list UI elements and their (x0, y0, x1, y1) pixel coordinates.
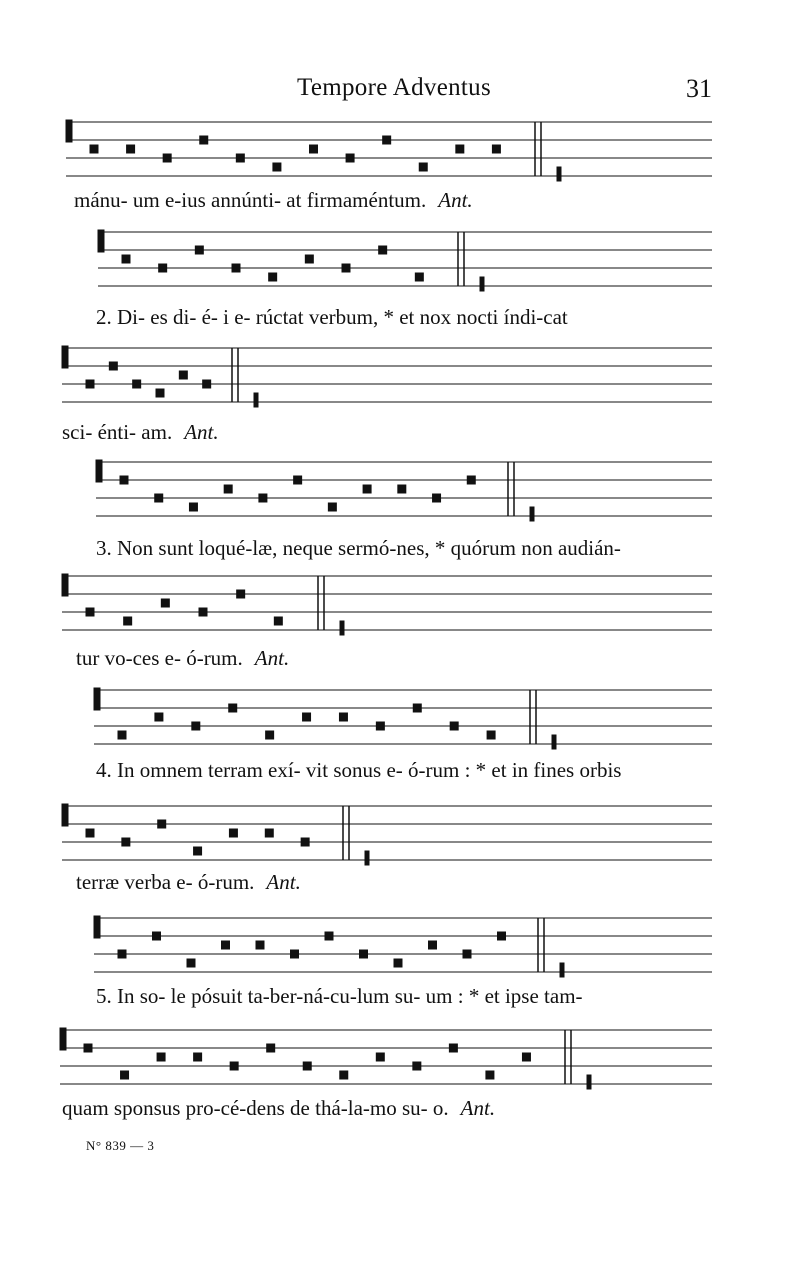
footer-code: N° 839 — 3 (86, 1138, 155, 1153)
neume-icon (486, 1071, 494, 1079)
clef-icon (62, 346, 68, 368)
neume-icon (133, 380, 141, 388)
neume-icon (449, 1044, 457, 1052)
neume-icon (274, 617, 282, 625)
lyric-text: 3. Non sunt loqué-læ, neque sermó-nes, * quórum non audián- (96, 536, 621, 560)
neume-icon (339, 713, 347, 721)
lyric-text: mánu- um e-ius annúnti- at firmaméntum. (74, 188, 427, 212)
neume-icon (360, 950, 368, 958)
neume-icon (189, 503, 197, 511)
neume-icon (179, 371, 187, 379)
lyric-line-2 (96, 305, 568, 330)
page-number: 31 (686, 74, 712, 103)
antiphon-marker: Ant. (266, 870, 301, 894)
lyric-line-5 (76, 646, 289, 671)
neume-icon (259, 494, 267, 502)
neume-icon (155, 713, 163, 721)
neume-icon (498, 932, 506, 940)
neume-icon (90, 145, 98, 153)
neume-icon (159, 264, 167, 272)
neume-icon (232, 264, 240, 272)
neume-icon (291, 950, 299, 958)
antiphon-marker: Ant. (460, 1096, 496, 1120)
lyric-text: quam sponsus pro-cé-dens de thá-la-mo su- o. (62, 1096, 449, 1120)
neume-icon (194, 1053, 202, 1061)
neume-icon (195, 246, 203, 254)
neume-icon (467, 476, 475, 484)
neume-icon (124, 617, 132, 625)
clef-icon (62, 804, 68, 826)
neume-icon (303, 1062, 311, 1070)
antiphon-marker: Ant. (254, 646, 290, 670)
neume-icon (155, 494, 163, 502)
neume-icon (429, 941, 437, 949)
clef-icon (60, 1028, 66, 1050)
neume-icon (433, 494, 441, 502)
neume-icon (305, 255, 313, 263)
custos-icon (557, 167, 561, 181)
neume-icon (273, 163, 281, 171)
lyric-line-1 (74, 188, 473, 213)
neume-icon (230, 1062, 238, 1070)
custos-icon (530, 507, 534, 521)
neume-icon (187, 959, 195, 967)
neume-icon (340, 1071, 348, 1079)
neume-icon (157, 1053, 165, 1061)
neume-icon (84, 1044, 92, 1052)
neume-icon (199, 608, 207, 616)
neume-icon (121, 1071, 129, 1079)
neume-icon (413, 704, 421, 712)
neume-icon (303, 713, 311, 721)
neume-icon (118, 731, 126, 739)
custos-icon (552, 735, 556, 749)
neume-icon (269, 273, 277, 281)
neume-icon (522, 1053, 530, 1061)
lyric-line-7 (76, 870, 301, 895)
neume-icon (419, 163, 427, 171)
neume-icon (161, 599, 169, 607)
neume-icon (86, 380, 94, 388)
neume-icon (376, 722, 384, 730)
lyric-line-4 (96, 536, 621, 561)
neume-icon (120, 476, 128, 484)
neume-icon (237, 590, 245, 598)
clef-icon (66, 120, 72, 142)
neume-icon (487, 731, 495, 739)
neume-icon (301, 838, 309, 846)
lyric-text: sci- énti- am. (62, 420, 173, 444)
clef-icon (94, 916, 100, 938)
custos-icon (587, 1075, 591, 1089)
lyric-line-8 (96, 984, 583, 1009)
lyric-text: 5. In so- le pósuit ta-ber-ná-cu-lum su- um : * et ipse tam- (96, 984, 583, 1008)
custos-icon (560, 963, 564, 977)
neume-icon (413, 1062, 421, 1070)
neume-icon (122, 838, 130, 846)
custos-icon (365, 851, 369, 865)
neume-icon (158, 820, 166, 828)
neume-icon (229, 704, 237, 712)
neume-icon (200, 136, 208, 144)
clef-icon (62, 574, 68, 596)
antiphon-marker: Ant. (438, 188, 473, 212)
neume-icon (222, 941, 230, 949)
custos-icon (480, 277, 484, 291)
neume-icon (127, 145, 135, 153)
neume-icon (383, 136, 391, 144)
neume-icon (163, 154, 171, 162)
neume-icon (456, 145, 464, 153)
neume-icon (192, 722, 200, 730)
neume-icon (203, 380, 211, 388)
custos-icon (254, 393, 258, 407)
lyric-line-3 (62, 420, 219, 445)
neume-icon (267, 1044, 275, 1052)
neume-icon (463, 950, 471, 958)
clef-icon (96, 460, 102, 482)
neume-icon (342, 264, 350, 272)
neume-icon (265, 829, 273, 837)
neume-icon (363, 485, 371, 493)
neume-icon (325, 932, 333, 940)
neume-icon (153, 932, 161, 940)
neume-icon (294, 476, 302, 484)
neume-icon (194, 847, 202, 855)
neume-icon (86, 608, 94, 616)
lyric-line-9 (62, 1096, 495, 1121)
clef-icon (98, 230, 104, 252)
neume-icon (86, 829, 94, 837)
custos-icon (340, 621, 344, 635)
antiphon-marker: Ant. (184, 420, 219, 444)
neume-icon (310, 145, 318, 153)
neume-icon (256, 941, 264, 949)
neume-icon (415, 273, 423, 281)
page-title: Tempore Adventus (297, 74, 491, 101)
lyric-text: tur vo-ces e- ó-rum. (76, 646, 243, 670)
lyric-text: 2. Di- es di- é- i e- rúctat verbum, * et nox nocti índi-cat (96, 305, 568, 329)
lyric-line-6 (96, 758, 621, 783)
neume-icon (450, 722, 458, 730)
neume-icon (346, 154, 354, 162)
neume-icon (109, 362, 117, 370)
neume-icon (224, 485, 232, 493)
neume-icon (492, 145, 500, 153)
neume-icon (394, 959, 402, 967)
neume-icon (122, 255, 130, 263)
clef-icon (94, 688, 100, 710)
neume-icon (376, 1053, 384, 1061)
neume-icon (236, 154, 244, 162)
neume-icon (328, 503, 336, 511)
lyric-text: terræ verba e- ó-rum. (76, 870, 255, 894)
neume-icon (266, 731, 274, 739)
lyric-text: 4. In omnem terram exí- vit sonus e- ó-rum : * et in fines orbis (96, 758, 622, 782)
neume-icon (229, 829, 237, 837)
neume-icon (379, 246, 387, 254)
neume-icon (118, 950, 126, 958)
neume-icon (398, 485, 406, 493)
neume-icon (156, 389, 164, 397)
